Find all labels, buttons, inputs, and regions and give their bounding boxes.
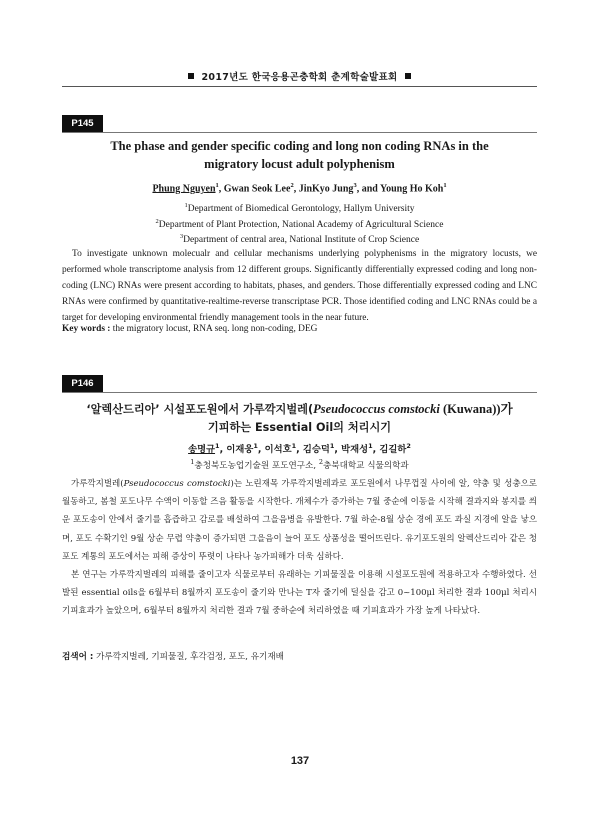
abstract-paragraph: 본 연구는 가루깍지벌레의 피해를 줄이고자 식물로부터 유래하는 기피물질을 이용해 시설포도원에 적용하고자 수행하였다. 선발된 essential oils을 6월부터 8월까지 포도송이 줄기와 만나는 T자 줄기에 덜실을 감고 0~100μl 처리한 결과 100μl 처리시 기피효과가 높았으며, 6월부터 8월까지 처리한 결과 7월 중하순에 처리하였을 때 기피효과가 가장 높게 나타났다. [62, 570, 537, 617]
species-name: Pseudococcus comstocki [123, 479, 231, 489]
title-line: The phase and gender specific coding and long non coding RNAs in the [110, 139, 489, 153]
affiliation: 충북대학교 식물의학과 [322, 460, 409, 471]
abstract-body [62, 475, 537, 621]
title-line: migratory locust adult polyphenism [204, 157, 395, 171]
abstract-badge-p145: P145 [62, 115, 103, 132]
species-name: Pseudococcus comstocki [313, 402, 440, 416]
keywords-label: Key words : [62, 324, 111, 334]
conference-title: 2017년도 한국응용곤충학회 춘계학술발표회 [201, 72, 398, 83]
abstract-body [62, 246, 537, 326]
square-bullet-icon [405, 73, 411, 79]
section-divider [62, 132, 537, 133]
abstract-title [62, 137, 537, 173]
author-name: Young Ho Koh [379, 183, 444, 195]
section-divider [62, 392, 537, 393]
author-name: 김승덕 [302, 444, 330, 455]
affiliation: $^1$Department of Biomedical Gerontology, Hallym University [184, 202, 415, 215]
affiliation-list [62, 200, 537, 247]
page-number: 137 [290, 755, 310, 767]
author-sup: 2 [290, 182, 294, 189]
conference-header [62, 69, 537, 83]
affiliation: $^3$Department of central area, National Institute of Crop Science [179, 233, 420, 246]
abstract-paragraph: To investigate unknown molecualr and cellular mechanisms underlying polyphenisms in the migratory locusts, we performed whole transcriptome analysis from 12 different groups. Significantly differentially expressed coding and long non-coding (LNC) RNAs were present according to habitats, phases, and genders. Those differentially expressed coding and LNC RNAs were confirmed by quantitative-realtime-reverse transcriptase PCR. Those identified coding and LNC RNAs could be a target for developing environmental friendly management tools in the near future. [62, 249, 537, 323]
author-conjunction: and [361, 183, 378, 195]
keywords-label: 검색어 : [62, 652, 94, 662]
keywords-value: the migratory locust, RNA seq. long non-coding, DEG [112, 324, 318, 334]
abstract-badge-p146: P146 [62, 375, 103, 392]
abstract-title [62, 400, 537, 437]
author-sup: 3 [353, 182, 357, 189]
affiliation: $^2$Department of Plant Protection, National Academy of Agricultural Science [155, 217, 444, 230]
author-name: 김길하 [379, 444, 407, 455]
author-sup: 1 [443, 182, 447, 189]
square-bullet-icon [188, 73, 194, 79]
author-name: 이석호 [264, 444, 292, 455]
keywords-line [62, 324, 537, 334]
keywords-value: 가루깍지벌레, 기피물질, 후각검정, 포도, 유기재배 [96, 652, 284, 662]
author-name: 박재성 [341, 444, 369, 455]
author-list: Phung Nguyen$^1$, Gwan Seok Lee$^2$, JinKyo Jung$^3$, and Young Ho Koh$^1$ [152, 182, 447, 195]
author-name: JinKyo Jung [298, 183, 354, 195]
title-line: ‘알렉산드리아’ 시설포도원에서 가루깍지벌레(Pseudococcus comstocki (Kuwana))가 [86, 402, 513, 416]
abstract-paragraph: 가루깍지벌레(Pseudococcus comstocki)는 노린재목 가루깍지벌레과로 포도원에서 나무껍질 사이에 알, 약충 및 성충으로 월동하고, 봄철 포도나무 수액이 이동할 즈음 활동을 시작한다. 개체수가 증가하는 7월 중순에 이동을 시작해 결과지와 봉지를 씌운 포도송이 안에서 줄기를 흡즙하고 감로를 배설하여 그을음병을 유발한다. 7월 하순-8월 상순 경에 포도 과실 지경에 알을 낳으며, 포도 수확기인 9월 상순 무렵 약충이 증가되면 그을음이 늘어 포도 상품성을 떨어뜨린다. 유기포도원의 알렉산드리아 같은 청포도 계통의 포도에서는 피해 증상이 뚜렷이 나타나 농가피해가 더욱 심하다. [62, 479, 537, 562]
affiliation-list: $^1$충청북도농업기술원 포도연구소, $^2$충북대학교 식물의학과 [190, 458, 409, 471]
author-name: 송명규 [188, 444, 216, 455]
author-name: Gwan Seok Lee [223, 183, 291, 195]
header-divider [62, 86, 537, 87]
title-line: 기피하는 Essential Oil의 처리시기 [207, 421, 392, 434]
author-list: 송명규$^1$, 이재웅$^1$, 이석호$^1$, 김승덕$^1$, 박재성$^1$, 김길하$^2$ [188, 441, 411, 455]
affiliation: 충청북도농업기술원 포도연구소, [194, 460, 317, 471]
author-name: Phung Nguyen [152, 183, 216, 195]
keywords-line [62, 650, 537, 662]
author-sup: 1 [215, 182, 219, 189]
author-name: 이재웅 [226, 444, 254, 455]
